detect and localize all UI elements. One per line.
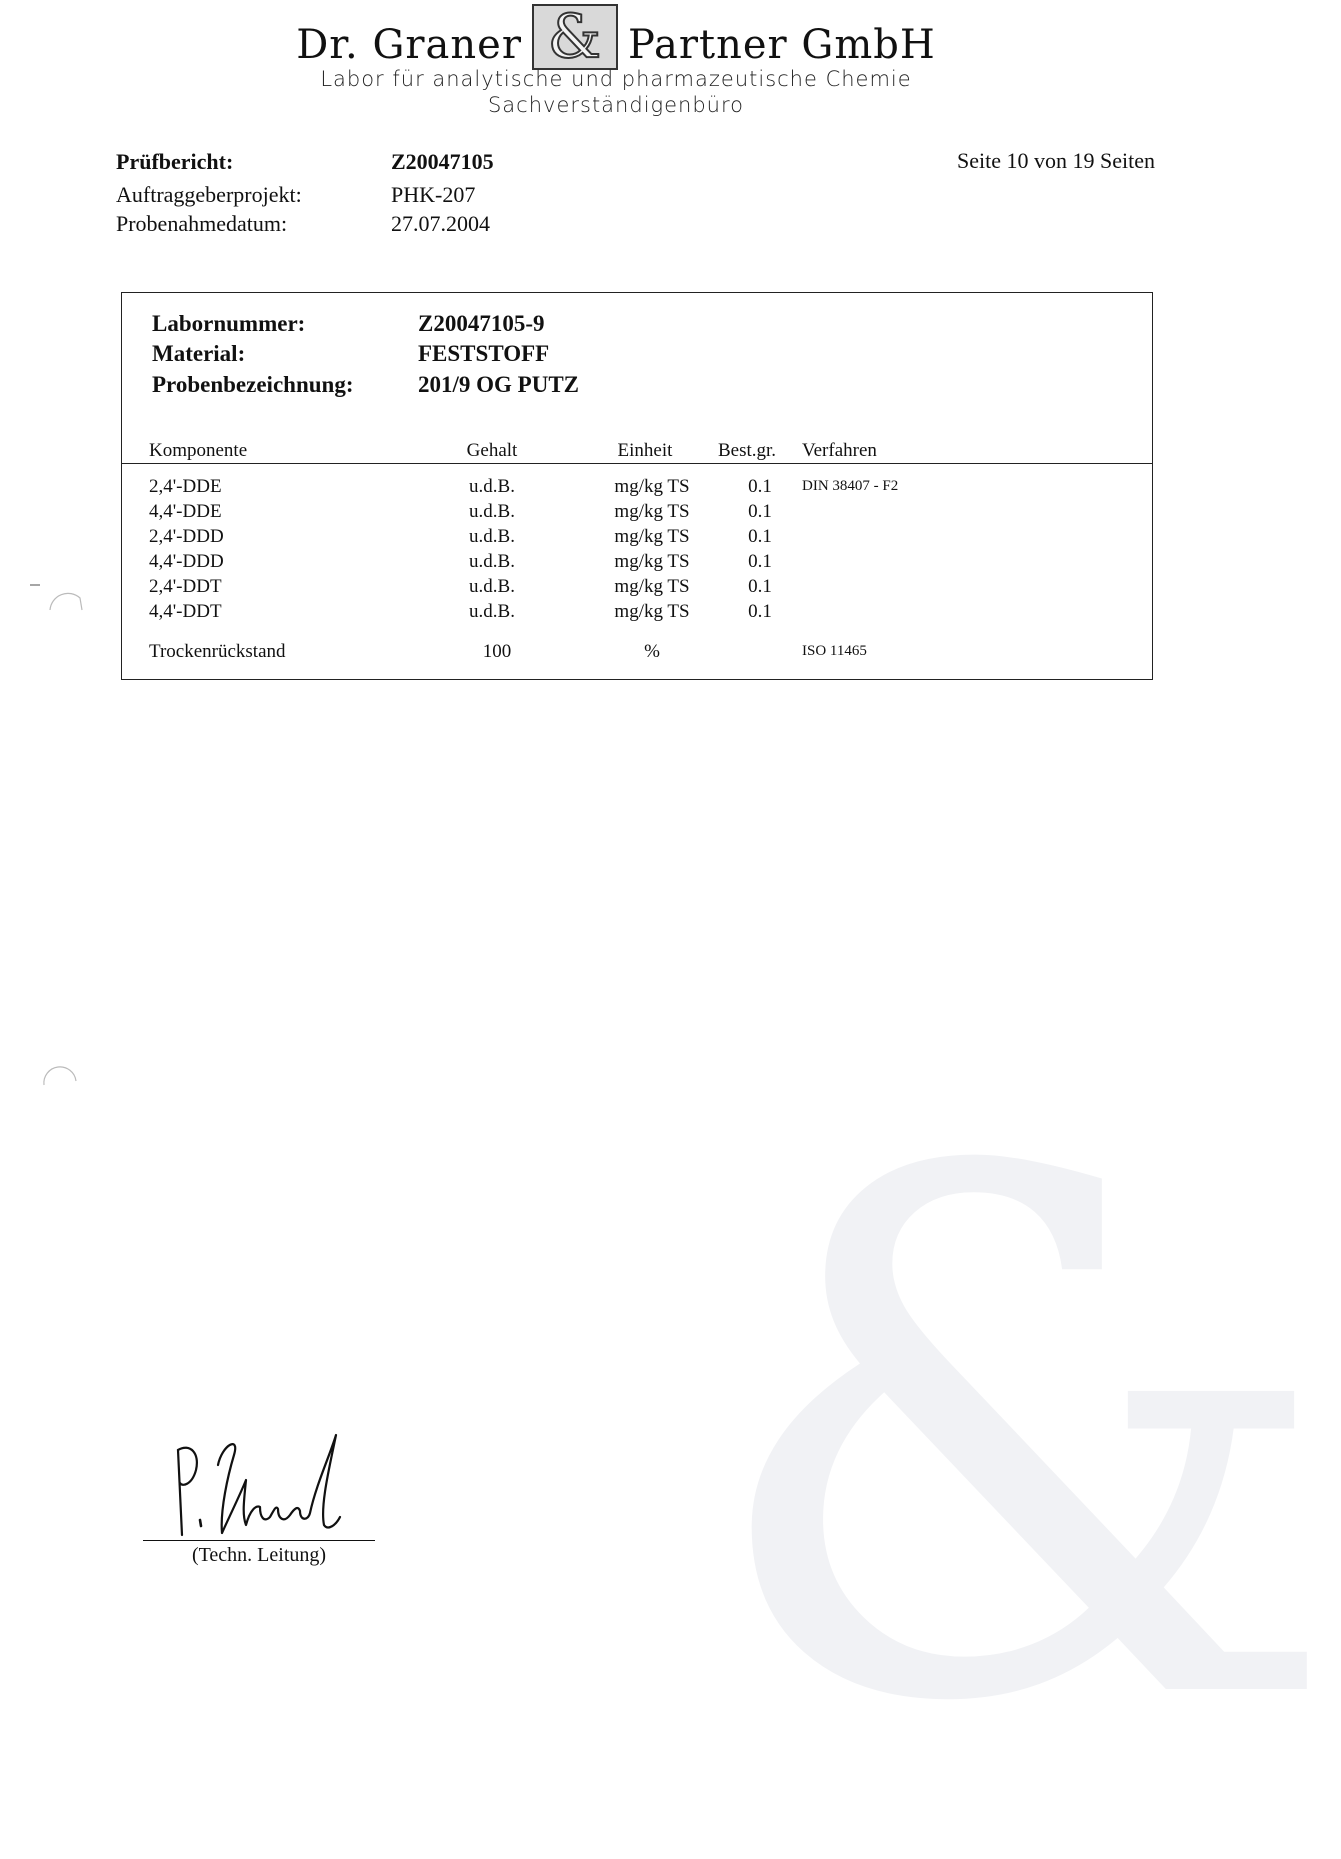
cell-gehalt: u.d.B. bbox=[469, 576, 515, 597]
cell-einheit: mg/kg TS bbox=[614, 476, 690, 497]
signature-caption: (Techn. Leitung) bbox=[191, 1544, 327, 1566]
cell-komponente: 4,4'-DDD bbox=[149, 551, 224, 572]
punch-hole-mark bbox=[38, 1055, 88, 1105]
cell-gehalt: u.d.B. bbox=[469, 551, 515, 572]
pruefbericht-label: Prüfbericht: bbox=[116, 149, 234, 174]
cell-komponente: 4,4'-DDE bbox=[149, 501, 222, 522]
cell-gehalt: u.d.B. bbox=[469, 476, 515, 497]
cell-bestgr: 0.1 bbox=[748, 526, 772, 547]
cell-verfahren: DIN 38407 - F2 bbox=[802, 478, 899, 494]
cell-komponente: 2,4'-DDD bbox=[149, 526, 224, 547]
projekt-value: PHK-207 bbox=[391, 182, 476, 207]
cell-einheit: mg/kg TS bbox=[614, 526, 690, 547]
cell-bestgr: 0.1 bbox=[748, 501, 772, 522]
cell-komponente: 4,4'-DDT bbox=[149, 601, 222, 622]
cell-einheit: % bbox=[644, 641, 660, 662]
company-logo: & bbox=[532, 4, 618, 70]
cell-einheit: mg/kg TS bbox=[614, 551, 690, 572]
probenbezeichnung-value: 201/9 OG PUTZ bbox=[418, 372, 580, 397]
cell-einheit: mg/kg TS bbox=[614, 601, 690, 622]
material-label: Material: bbox=[152, 341, 246, 366]
projekt-label: Auftraggeberprojekt: bbox=[116, 182, 302, 207]
col-header-gehalt: Gehalt bbox=[466, 440, 518, 461]
col-header-komponente: Komponente bbox=[149, 440, 248, 461]
col-header-einheit: Einheit bbox=[617, 440, 673, 461]
cell-bestgr: 0.1 bbox=[748, 576, 772, 597]
watermark-logo: & bbox=[700, 1021, 1341, 1859]
col-header-bestgr: Best.gr. bbox=[718, 440, 777, 461]
cell-gehalt: u.d.B. bbox=[469, 601, 515, 622]
cell-verfahren: ISO 11465 bbox=[802, 643, 867, 659]
company-name-left: Dr. Graner bbox=[296, 22, 522, 68]
labornummer-value: Z20047105-9 bbox=[418, 311, 545, 336]
cell-einheit: mg/kg TS bbox=[614, 576, 690, 597]
cell-einheit: mg/kg TS bbox=[614, 501, 690, 522]
company-header bbox=[0, 2, 1232, 72]
pruefbericht-value: Z20047105 bbox=[391, 149, 494, 174]
company-subtitle-2: Sachverständigenbüro bbox=[487, 93, 745, 117]
cell-komponente: 2,4'-DDT bbox=[149, 576, 222, 597]
signature-image bbox=[160, 1425, 360, 1540]
cell-gehalt: u.d.B. bbox=[469, 501, 515, 522]
datum-label: Probenahmedatum: bbox=[116, 211, 288, 236]
col-header-verfahren: Verfahren bbox=[802, 440, 877, 461]
cell-bestgr: 0.1 bbox=[748, 601, 772, 622]
datum-value: 27.07.2004 bbox=[391, 211, 490, 236]
company-subtitle: Labor für analytische und pharmazeutische Chemie bbox=[320, 67, 912, 91]
cell-bestgr: 0.1 bbox=[748, 476, 772, 497]
signature-line bbox=[143, 1540, 375, 1541]
material-value: FESTSTOFF bbox=[418, 341, 550, 366]
page-number: Seite 10 von 19 Seiten bbox=[957, 148, 1155, 173]
probenbezeichnung-label: Probenbezeichnung: bbox=[152, 372, 354, 397]
labornummer-label: Labornummer: bbox=[152, 311, 306, 336]
cell-bestgr: 0.1 bbox=[748, 551, 772, 572]
header-divider bbox=[121, 463, 1153, 464]
cell-komponente: Trockenrückstand bbox=[149, 641, 286, 662]
cell-gehalt: 100 bbox=[482, 641, 512, 662]
punch-hole-mark bbox=[30, 580, 90, 640]
company-name-right: Partner GmbH bbox=[627, 22, 936, 68]
cell-gehalt: u.d.B. bbox=[469, 526, 515, 547]
cell-komponente: 2,4'-DDE bbox=[149, 476, 222, 497]
